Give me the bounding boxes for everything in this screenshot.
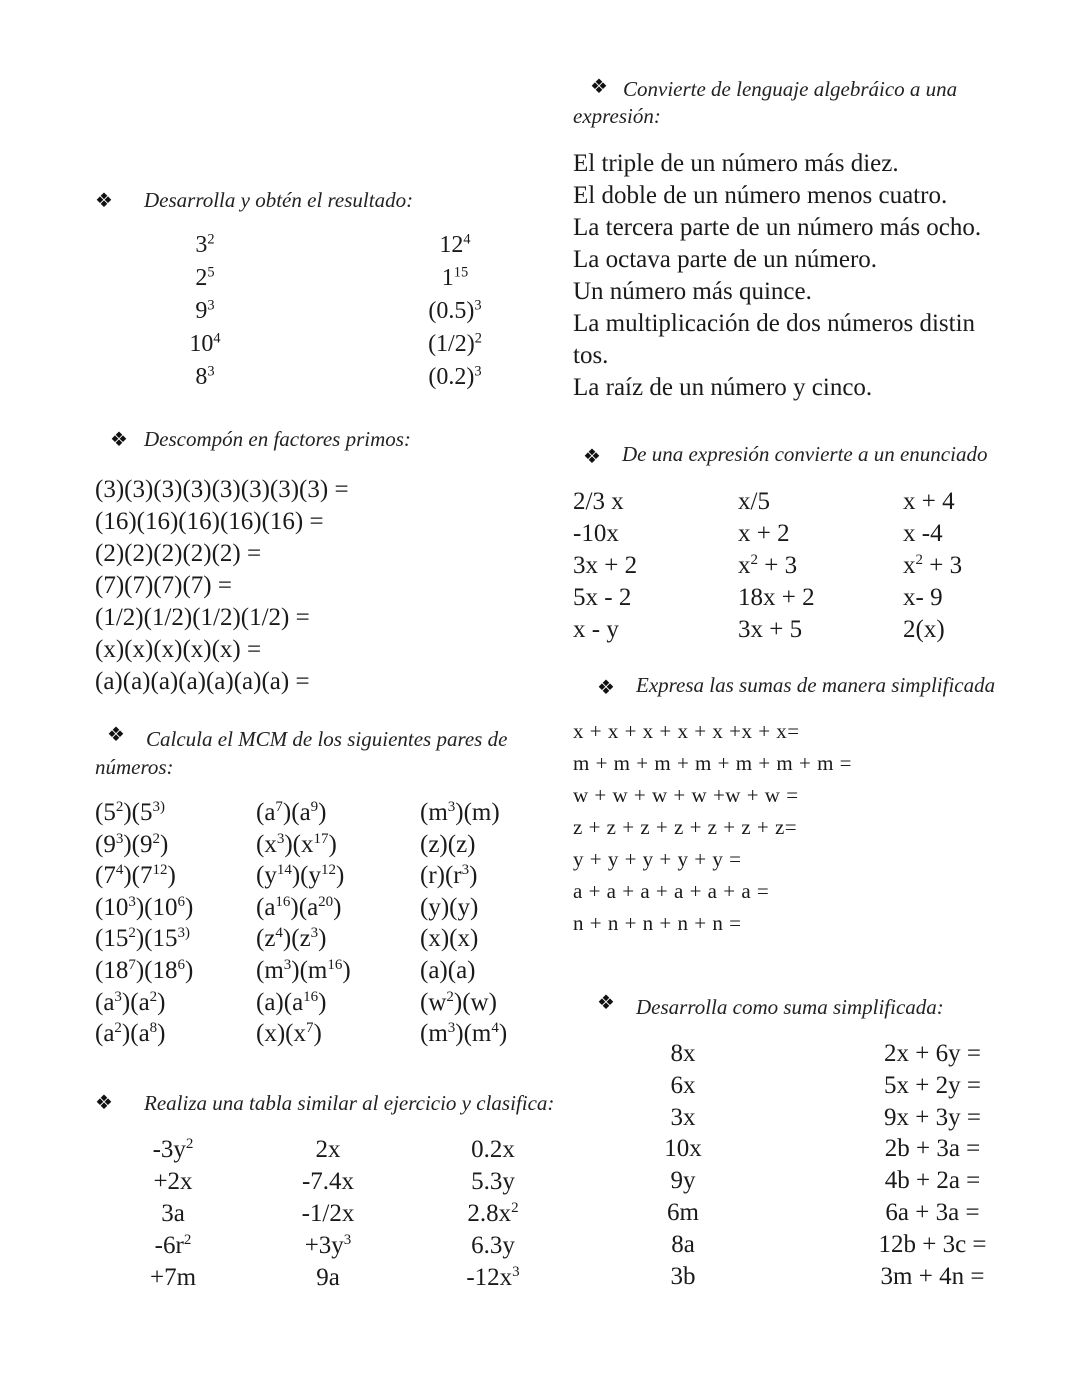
mcm-pair: $(w^2)(w)$ xyxy=(420,988,497,1016)
mcm-pair: $(r)(r^3)$ xyxy=(420,862,478,890)
expression-item: $x^2 + 3$ xyxy=(738,552,798,579)
section-title-line1: Convierte de lenguaje algebráico a una xyxy=(623,77,958,101)
term-item: +2x xyxy=(153,1168,193,1195)
term-item: $-6r^2$ xyxy=(154,1232,192,1259)
sum-line: n + n + n + n + n = xyxy=(573,911,742,935)
statement-line: El triple de un número más diez. xyxy=(573,150,899,177)
sum-line: m + m + m + m + m + m + m = xyxy=(573,751,852,775)
mcm-pair: $(a^7)(a^9)$ xyxy=(256,799,327,826)
section-title: Expresa las sumas de manera simplificada xyxy=(636,673,996,697)
power-item: $12^4$ xyxy=(439,231,471,258)
term-item: -7.4x xyxy=(301,1168,355,1195)
factor-line: (2)(2)(2)(2)(2) = xyxy=(95,540,262,567)
expression-item: 5x - 2 xyxy=(573,584,632,611)
diamond-cluster-icon: ❖ xyxy=(95,1090,113,1114)
mcm-pair: $(18^7)(18^6)$ xyxy=(95,957,194,984)
diamond-cluster-icon: ❖ xyxy=(590,74,608,98)
expression-item: x -4 xyxy=(903,520,943,547)
term-item: 5.3y xyxy=(471,1168,515,1195)
term-item: 10x xyxy=(664,1135,702,1163)
section-title-line2: números: xyxy=(95,755,174,779)
mcm-pair: $(a^2)(a^8)$ xyxy=(95,1020,166,1048)
expression-item: 9x + 3y = xyxy=(884,1103,981,1131)
diamond-cluster-icon: ❖ xyxy=(95,188,113,212)
section-title: De una expresión convierte a un enunciado xyxy=(622,442,988,466)
mcm-pair: $(x^3)(x^{17})$ xyxy=(256,830,337,858)
power-item: $(0.2)^3$ xyxy=(428,363,482,390)
mcm-pair: $(5^2)(5^{3)}$ xyxy=(95,799,165,826)
expression-item: 2x + 6y = xyxy=(884,1040,981,1067)
term-item: 8a xyxy=(671,1230,695,1258)
mcm-pair: $(a^3)(a^2)$ xyxy=(95,988,166,1016)
factor-line: (7)(7)(7)(7) = xyxy=(95,572,232,599)
expression-item: 3x + 5 xyxy=(738,616,803,643)
statement-line: La octava parte de un número. xyxy=(573,246,878,273)
diamond-cluster-icon: ❖ xyxy=(110,427,128,451)
mcm-pair: $(z^4)(z^3)$ xyxy=(256,925,327,953)
statement-line: La multiplicación de dos números distin xyxy=(573,310,976,337)
mcm-pair: (y)(y) xyxy=(420,893,479,921)
diamond-cluster-icon: ❖ xyxy=(583,444,601,468)
mcm-pair: $(m^3)(m)$ xyxy=(420,799,500,826)
statement-line: El doble de un número menos cuatro. xyxy=(573,182,948,209)
term-item: 6m xyxy=(667,1199,699,1226)
term-item: 9y xyxy=(670,1167,696,1195)
term-item: 3a xyxy=(161,1200,185,1227)
section-title: Desarrolla como suma simplificada: xyxy=(636,995,944,1019)
expression-item: 3m + 4n = xyxy=(880,1262,985,1290)
section-title: Realiza una tabla similar al ejercicio y clasifica: xyxy=(144,1091,555,1115)
sum-line: x + x + x + x + x +x + x= xyxy=(573,719,800,743)
section-title: Descompón en factores primos: xyxy=(144,427,411,451)
power-item: $1^{15}$ xyxy=(441,264,469,291)
factor-line: (16)(16)(16)(16)(16) = xyxy=(95,508,324,535)
diamond-cluster-icon: ❖ xyxy=(597,675,615,699)
sum-line: z + z + z + z + z + z + z= xyxy=(573,815,798,839)
expression-item: -10x xyxy=(573,520,619,547)
factor-line: (3)(3)(3)(3)(3)(3)(3)(3) = xyxy=(95,476,349,503)
section-title-line1: Calcula el MCM de los siguientes pares de xyxy=(146,727,508,751)
expression-item: 18x + 2 xyxy=(738,584,815,611)
power-item: $(0.5)^3$ xyxy=(428,297,482,324)
expression-item: 4b + 2a = xyxy=(884,1167,981,1195)
power-item: $3^2$ xyxy=(195,231,215,258)
factor-line: (a)(a)(a)(a)(a)(a)(a) = xyxy=(95,668,310,695)
term-item: 6x xyxy=(670,1071,696,1099)
mcm-pair: $(x)(x^7)$ xyxy=(256,1020,322,1048)
expression-item: x- 9 xyxy=(903,584,943,611)
section-title-line2: expresión: xyxy=(573,104,661,128)
statement-line: La tercera parte de un número más ocho. xyxy=(573,214,982,241)
term-item: $-3y^2$ xyxy=(152,1136,194,1163)
term-item: 3b xyxy=(670,1262,696,1290)
term-item: -1/2x xyxy=(301,1200,355,1227)
expression-item: $x^2 + 3$ xyxy=(903,552,963,579)
term-item: +7m xyxy=(149,1264,197,1291)
statement-line: Un número más quince. xyxy=(573,278,812,305)
power-item: $10^4$ xyxy=(189,330,221,357)
mcm-pair: $(9^3)(9^2)$ xyxy=(95,830,169,858)
diamond-cluster-icon: ❖ xyxy=(597,990,615,1014)
expression-item: 5x + 2y = xyxy=(884,1071,981,1099)
mcm-pair: $(7^4)(7^{12})$ xyxy=(95,862,176,890)
term-item: 2x xyxy=(315,1136,341,1163)
power-item: $(1/2)^2$ xyxy=(428,330,482,357)
expression-item: 2/3 x xyxy=(573,488,624,515)
mcm-pair: $(m^3)(m^{16})$ xyxy=(256,957,351,984)
term-item: 8x xyxy=(670,1040,696,1067)
expression-item: 2(x) xyxy=(903,616,945,643)
term-item: $2.8x^2$ xyxy=(467,1200,519,1227)
section-title: Desarrolla y obtén el resultado: xyxy=(144,188,414,212)
expression-item: 2b + 3a = xyxy=(884,1135,981,1163)
mcm-pair: (z)(z) xyxy=(420,830,476,858)
expression-item: 12b + 3c = xyxy=(878,1230,987,1258)
term-item: 0.2x xyxy=(471,1136,515,1163)
factor-line: (x)(x)(x)(x)(x) = xyxy=(95,636,262,663)
mcm-pair: $(15^2)(15^{3)}$ xyxy=(95,925,190,953)
mcm-pair: (x)(x) xyxy=(420,925,479,953)
expression-item: 3x + 2 xyxy=(573,552,638,579)
diamond-cluster-icon: ❖ xyxy=(107,722,125,746)
power-item: $8^3$ xyxy=(195,363,215,390)
power-item: $2^5$ xyxy=(195,264,215,291)
mcm-pair: $(a^{16})(a^{20})$ xyxy=(256,893,342,921)
mcm-pair: $(a)(a^{16})$ xyxy=(256,988,327,1016)
mcm-pair: $(y^{14})(y^{12})$ xyxy=(256,862,345,890)
expression-item: x + 4 xyxy=(903,488,955,515)
term-item: 3x xyxy=(670,1103,696,1131)
term-item: $-12x^3$ xyxy=(466,1264,520,1291)
mcm-pair: $(m^3)(m^4)$ xyxy=(420,1020,508,1048)
expression-item: x/5 xyxy=(738,488,770,515)
term-item: 6.3y xyxy=(471,1232,515,1259)
term-item: $+3y^3$ xyxy=(304,1232,352,1259)
statement-line: tos. xyxy=(573,342,609,369)
factor-line: (1/2)(1/2)(1/2)(1/2) = xyxy=(95,604,310,631)
sum-line: a + a + a + a + a + a = xyxy=(573,879,770,903)
sum-line: y + y + y + y + y = xyxy=(573,847,742,871)
expression-item: 6a + 3a = xyxy=(885,1199,980,1226)
mcm-pair: (a)(a) xyxy=(420,957,476,984)
mcm-pair: $(10^3)(10^6)$ xyxy=(95,893,194,921)
expression-item: x + 2 xyxy=(738,520,790,547)
sum-line: w + w + w + w +w + w = xyxy=(573,783,799,807)
statement-line: La raíz de un número y cinco. xyxy=(573,374,873,401)
term-item: 9a xyxy=(316,1264,340,1291)
power-item: $9^3$ xyxy=(195,297,215,324)
expression-item: x - y xyxy=(573,616,619,643)
